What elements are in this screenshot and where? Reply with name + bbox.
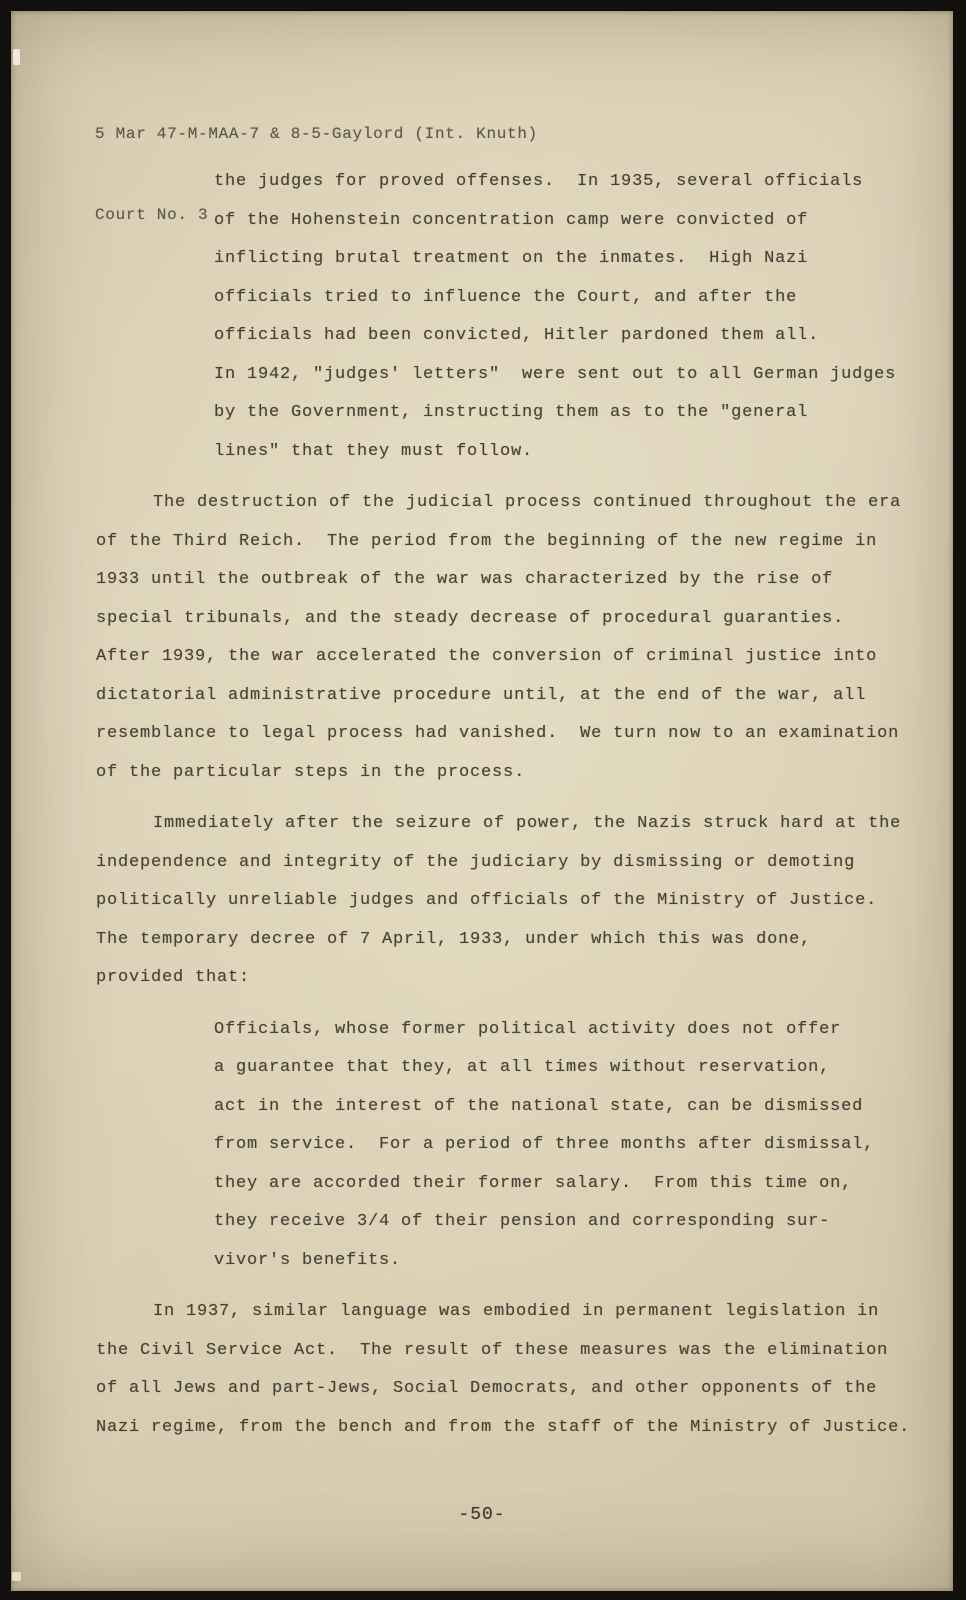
text-line: After 1939, the war accelerated the conversion of criminal justice into bbox=[96, 647, 878, 666]
text-line: act in the interest of the national state, can be dismissed bbox=[214, 1096, 864, 1116]
text-line: politically unreliable judges and officials of the Ministry of Justice. bbox=[96, 891, 878, 910]
text-line: they receive 3/4 of their pension and corresponding sur- bbox=[214, 1212, 831, 1231]
text-line: from service. For a period of three months after dismissal, bbox=[214, 1135, 875, 1154]
text-line: inflicting brutal treatment on the inmates. High Nazi bbox=[214, 249, 809, 268]
text-line: of the particular steps in the process. bbox=[96, 762, 526, 782]
quoted-passage bbox=[214, 163, 897, 471]
text-line: the Civil Service Act. The result of these measures was the elimination bbox=[96, 1340, 889, 1360]
paragraph bbox=[96, 484, 902, 792]
text-line: provided that: bbox=[96, 968, 251, 987]
text-line: The temporary decree of 7 April, 1933, under which this was done, bbox=[96, 929, 812, 949]
text-line: officials tried to influence the Court, and after the bbox=[214, 287, 798, 307]
text-line: 1933 until the outbreak of the war was characterized by the rise of bbox=[96, 570, 834, 589]
text-line: In 1937, similar language was embodied in permanent legislation in bbox=[153, 1302, 880, 1321]
text-line: of the Third Reich. The period from the beginning of the new regime in bbox=[96, 531, 878, 551]
text-line: of all Jews and part-Jews, Social Democrats, and other opponents of the bbox=[96, 1379, 878, 1398]
text-line: lines" that they must follow. bbox=[214, 441, 534, 461]
text-line: officials had been convicted, Hitler pardoned them all. bbox=[214, 326, 820, 345]
text-line: vivor's benefits. bbox=[214, 1250, 402, 1270]
text-line: resemblance to legal process had vanished. We turn now to an examination bbox=[96, 724, 900, 743]
quoted-passage bbox=[214, 1011, 875, 1281]
text-line: Immediately after the seizure of power, the Nazis struck hard at the bbox=[153, 814, 902, 833]
text-line: a guarantee that they, at all times without reservation, bbox=[214, 1058, 831, 1077]
paragraph bbox=[96, 805, 902, 998]
text-line: In 1942, "judges' letters" were sent out to all German judges bbox=[214, 364, 897, 384]
text-line: Officials, whose former political activity does not offer bbox=[214, 1019, 842, 1039]
text-line: of the Hohenstein concentration camp were convicted of bbox=[214, 210, 809, 230]
page-number: -50- bbox=[458, 1505, 506, 1525]
header-reference-line: 5 Mar 47-M-MAA-7 & 8-5-Gaylord (Int. Knuth) bbox=[95, 125, 538, 143]
text-line: dictatorial administrative procedure until, at the end of the war, all bbox=[96, 685, 867, 705]
paragraph bbox=[96, 1293, 911, 1447]
text-line: The destruction of the judicial process continued throughout the era bbox=[153, 493, 902, 512]
scan-artifact bbox=[13, 49, 20, 65]
text-line: by the Government, instructing them as to the "general bbox=[214, 403, 809, 422]
text-line: independence and integrity of the judiciary by dismissing or demoting bbox=[96, 852, 856, 872]
text-line: Nazi regime, from the bench and from the staff of the Ministry of Justice. bbox=[96, 1417, 911, 1437]
document-body bbox=[96, 163, 911, 1460]
text-line: special tribunals, and the steady decrease of procedural guaranties. bbox=[96, 608, 845, 628]
text-line: they are accorded their former salary. From this time on, bbox=[214, 1173, 853, 1193]
header-court-line: Court No. 3 bbox=[95, 206, 209, 224]
scan-artifact bbox=[12, 1572, 21, 1581]
document-page bbox=[11, 11, 953, 1591]
text-line: the judges for proved offenses. In 1935, several officials bbox=[214, 172, 864, 191]
